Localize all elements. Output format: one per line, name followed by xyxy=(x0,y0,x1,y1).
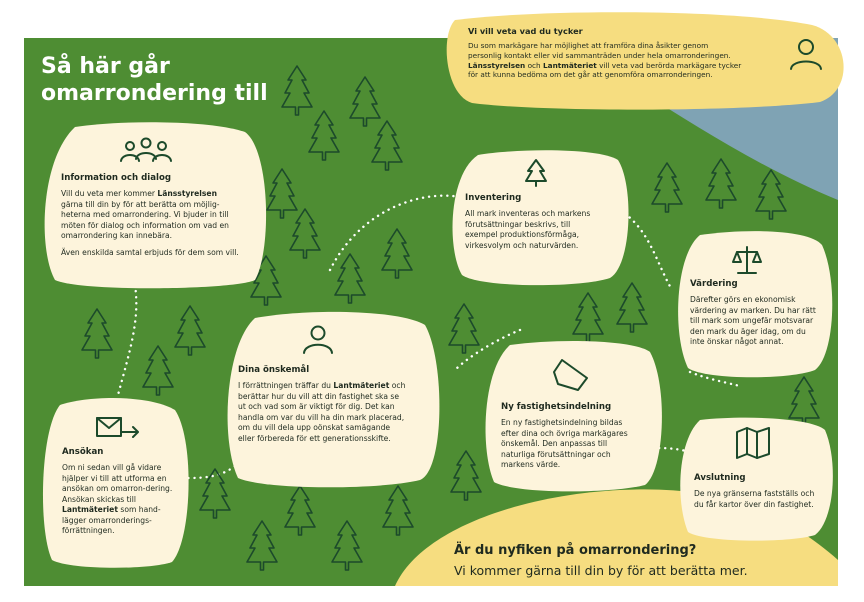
inventering-heading: Inventering xyxy=(465,193,522,203)
onskemal-lantmateriet: Lantmäteriet xyxy=(333,381,390,391)
inventering-text: All mark inventeras och markens förutsättningar beskrivs, till exempel produktionsförmåga, virkesvolym och naturvärden. xyxy=(465,209,591,250)
bottom-question: Är du nyfiken på omarrondering? xyxy=(454,543,697,558)
card-onskemal xyxy=(238,365,408,450)
feedback-line-1: Du som markägare har möjlighet att framföra dina åsikter genom xyxy=(468,40,709,50)
ansokan-lantmateriet: Lantmäteriet xyxy=(62,505,118,515)
onskemal-text-a: I förrättningen träffar du xyxy=(238,381,334,391)
card-ansokan xyxy=(62,447,180,543)
page-title-line-2: omarrondering till xyxy=(41,81,268,107)
feedback-lantmateriet: Lantmäteriet xyxy=(543,60,597,70)
feedback-and: och xyxy=(525,60,543,70)
info-text-1 xyxy=(61,189,241,241)
card-avslutning xyxy=(694,473,818,516)
feedback-lansstyrelsen: Länsstyrelsen xyxy=(468,60,526,70)
ansokan-text xyxy=(62,463,180,536)
onskemal-text xyxy=(238,381,408,444)
avslutning-heading: Avslutning xyxy=(694,473,746,483)
vardering-heading: Värdering xyxy=(690,279,738,289)
info-lansstyrelsen: Länsstyrelsen xyxy=(157,189,217,199)
vardering-text: Därefter görs en ekonomisk värdering av marken. Du har rätt till mark som ungefär motsvarar den mark du äger idag, om du inte önskar något annat. xyxy=(690,295,816,347)
card-ny-fastighetsindelning xyxy=(501,402,636,477)
onskemal-text-c: och berättar hur du vill att din fastighet ska se ut och vad som är viktigt för dig. Det kan handla om var du vill ha din mark placerad, om du vill dela upp oönskat samägande eller förbereda för ett generationsskifte. xyxy=(238,381,406,443)
ansokan-heading: Ansökan xyxy=(62,447,104,457)
info-heading: Information och dialog xyxy=(61,173,172,183)
card-feedback xyxy=(468,27,788,86)
info-text-1c: gärna till din by för att berätta om möjlig-heterna med omarrondering. Vi bjuder in till möten för dialog och information om vad en omarrondering kan innebära. xyxy=(61,199,229,241)
onskemal-heading: Dina önskemål xyxy=(238,365,310,375)
card-information xyxy=(61,173,241,264)
ansokan-text-c: som hand-lägger omarronderings-förrättningen. xyxy=(62,505,161,536)
feedback-line-2: personlig kontakt eller vid sammanträden under hela omarronderingen. xyxy=(468,50,731,60)
page-title-line-1: Så här går xyxy=(41,54,170,79)
card-vardering xyxy=(690,279,818,354)
card-inventering xyxy=(465,193,605,257)
feedback-line-3-end: vill veta vad berörda markägare tycker xyxy=(596,60,742,70)
bottom-answer: Vi kommer gärna till din by för att berätta mer. xyxy=(454,563,748,578)
page-title xyxy=(41,53,268,107)
ny-text: En ny fastighetsindelning bildas efter dina och övriga markägares önskemål. Den anpassas till naturliga förutsättningar och markens värde. xyxy=(501,418,628,470)
feedback-text xyxy=(468,41,788,80)
info-text-2: Även enskilda samtal erbjuds för dem som vill. xyxy=(61,247,239,257)
info-text-1a: Vill du veta mer kommer xyxy=(61,189,158,199)
avslutning-text: De nya gränserna fastställs och du får kartor över din fastighet. xyxy=(694,489,815,509)
feedback-line-4: för att kunna bedöma om det går att genomföra omarronderingen. xyxy=(468,70,713,80)
feedback-heading: Vi vill veta vad du tycker xyxy=(468,26,583,36)
ny-heading: Ny fastighetsindelning xyxy=(501,402,612,412)
ansokan-text-a: Om ni sedan vill gå vidare hjälper vi till att utforma en ansökan om omarron-dering. Ansökan skickas till xyxy=(62,463,173,504)
